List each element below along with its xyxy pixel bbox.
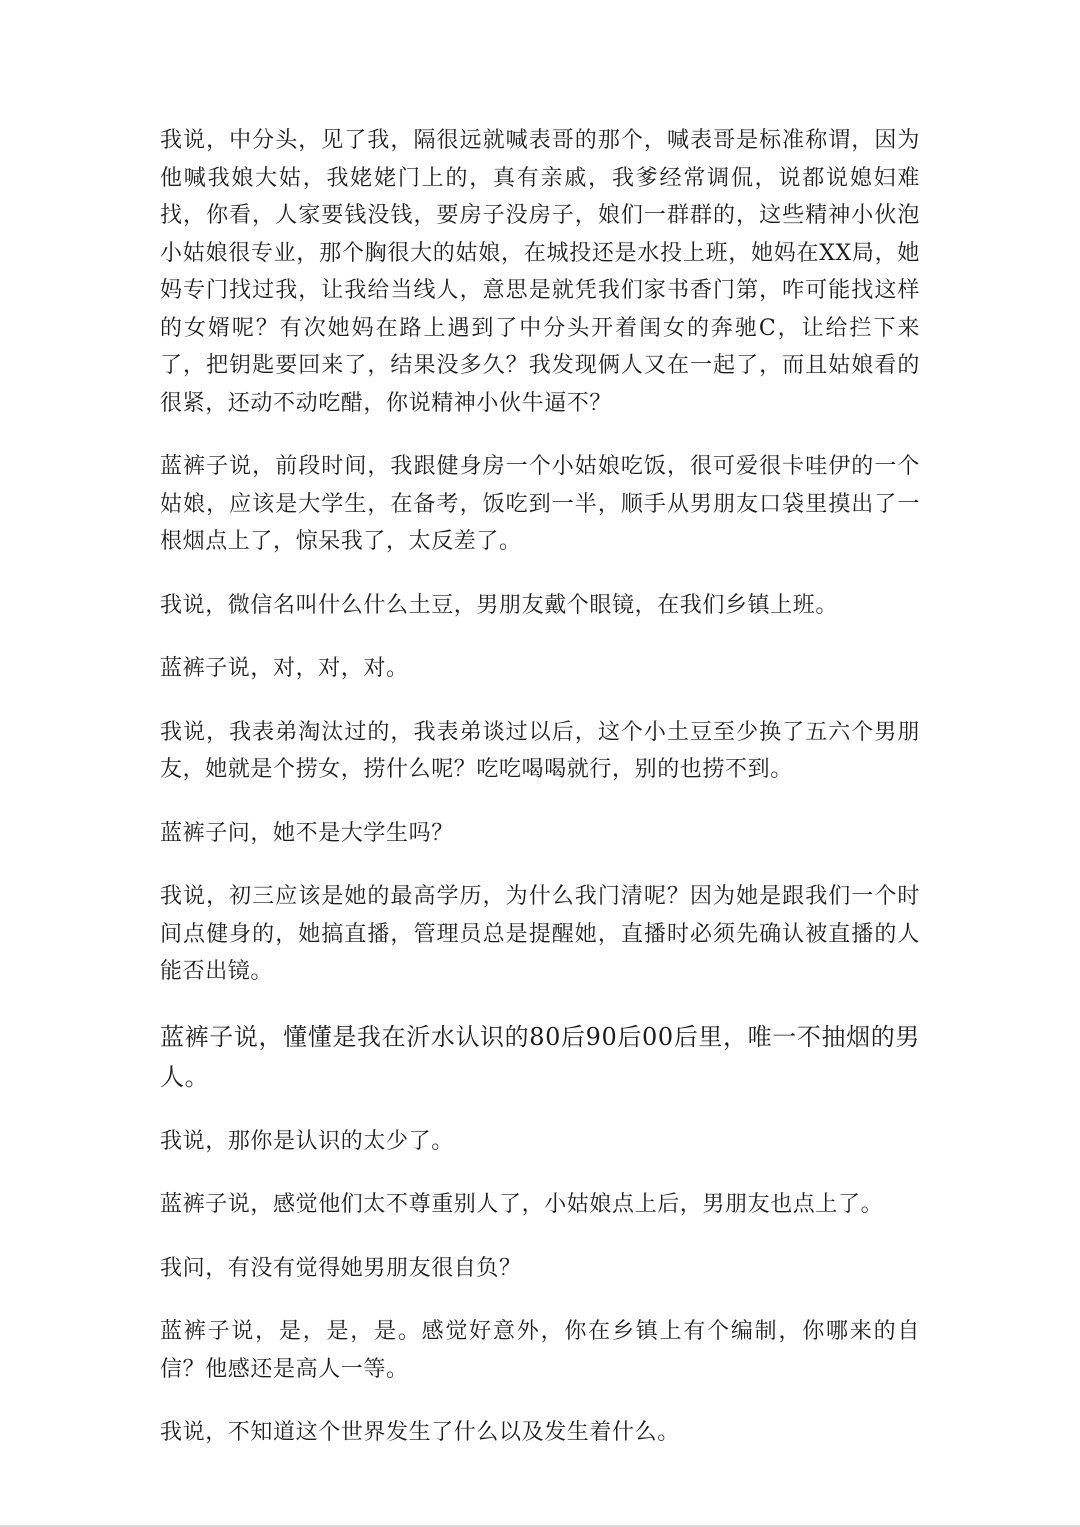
paragraph-8: 蓝裤子说，懂懂是我在沂水认识的80后90后00后里，唯一不抽烟的男人。	[160, 1022, 920, 1091]
paragraph-11: 我问，有没有觉得她男朋友很自负？	[160, 1255, 522, 1281]
paragraph-5: 我说，我表弟淘汰过的，我表弟谈过以后，这个小土豆至少换了五六个男朋友，她就是个捞女，捞什么呢？吃吃喝喝就行，别的也捞不到。	[160, 719, 920, 782]
paragraph-4: 蓝裤子说，对，对，对。	[160, 656, 409, 681]
paragraph-2: 蓝裤子说，前段时间，我跟健身房一个小姑娘吃饭，很可爱很卡哇伊的一个姑娘，应该是大学生，在备考，饭吃到一半，顺手从男朋友口袋里摸出了一根烟点上了，惊呆我了，太反差了。	[160, 454, 920, 554]
paragraph-3: 我说，微信名叫什么什么土豆，男朋友戴个眼镜，在我们乡镇上班。	[160, 592, 839, 618]
paragraph-10: 蓝裤子说，感觉他们太不尊重别人了，小姑娘点上后，男朋友也点上了。	[160, 1192, 884, 1217]
paragraph-1: 我说，中分头，见了我，隔很远就喊表哥的那个，喊表哥是标准称谓，因为他喊我娘大姑，我姥姥门上的，真有亲戚，我爹经常调侃，说都说媳妇难找，你看，人家要钱没钱，要房子没房子，娘们一群群的，这些精神小伙泡小姑娘很专业，那个胸很大的姑娘，在城投还是水投上班，她妈在XX局，她妈专门找过我，让我给当线人，意思是就凭我们家书香门第，咋可能找这样的女婿呢？有次她妈在路上遇到了中分头开着闺女的奔驰C，让给拦下来了，把钥匙要回来了，结果没多久？我发现俩人又在一起了，而且姑娘看的很紧，还动不动吃醋，你说精神小伙牛逼不？	[160, 128, 920, 416]
paragraph-6: 蓝裤子问，她不是大学生吗？	[160, 820, 454, 846]
paragraph-13: 我说，不知道这个世界发生了什么以及发生着什么。	[160, 1420, 680, 1445]
paragraph-12: 蓝裤子说，是，是，是。感觉好意外，你在乡镇上有个编制，你哪来的自信？他感还是高人一等。	[160, 1319, 920, 1382]
document-body	[160, 122, 920, 1478]
paragraph-9: 我说，那你是认识的太少了。	[160, 1128, 454, 1154]
paragraph-7: 我说，初三应该是她的最高学历，为什么我门清呢？因为她是跟我们一个时间点健身的，她搞直播，管理员总是提醒她，直播时必须先确认被直播的人能否出镜。	[160, 884, 920, 984]
